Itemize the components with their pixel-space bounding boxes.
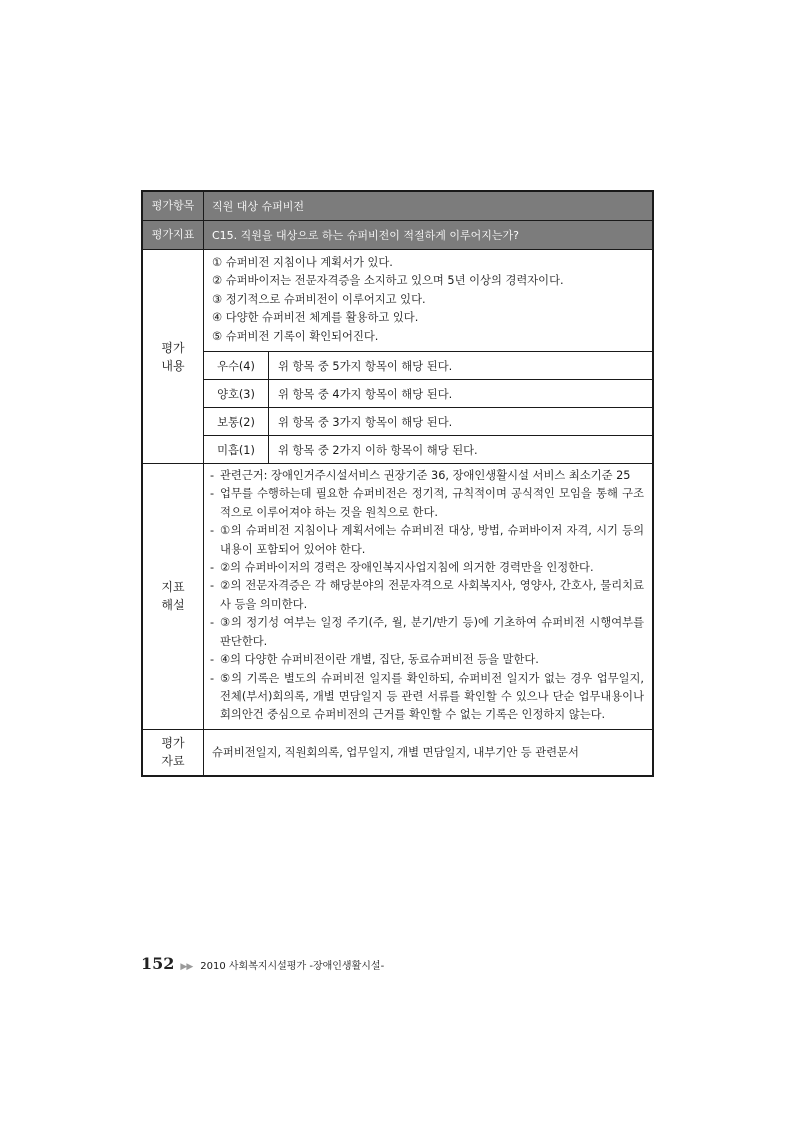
header-row-indicator bbox=[143, 221, 652, 250]
materials-label-text: 평가 자료 bbox=[161, 736, 185, 769]
materials-row bbox=[143, 730, 652, 775]
arrow-icon: ▶▶ bbox=[180, 962, 193, 972]
note-item: - ②의 전문자격증은 각 해당분야의 전문자격으로 사회복지사, 영양사, 간호사, 물리치료사 등을 의미한다. bbox=[210, 577, 644, 614]
content-row bbox=[143, 250, 652, 464]
header-value: 직원 대상 슈퍼비전 bbox=[212, 200, 305, 213]
grade-desc: 위 항목 중 4가지 항목이 해당 된다. bbox=[278, 387, 453, 401]
header-label: 평가항목 bbox=[143, 192, 204, 220]
header-label: 평가지표 bbox=[143, 221, 204, 249]
explanation-label-text: 지표 해설 bbox=[161, 580, 185, 613]
criteria-list bbox=[204, 250, 652, 352]
note-text: ④의 다양한 슈퍼비전이란 개별, 집단, 동료슈퍼비전 등을 말한다. bbox=[220, 653, 539, 667]
note-item: - 관련근거: 장애인거주시설서비스 권장기준 36, 장애인생활시설 서비스 최소기준 25 bbox=[210, 467, 644, 485]
explanation-row bbox=[143, 464, 652, 730]
note-text: 업무를 수행하는데 필요한 슈퍼비전은 정기적, 규칙적이며 공식적인 모임을 통해 구조적으로 이루어져야 하는 것을 원칙으로 한다. bbox=[220, 487, 644, 519]
note-text: ③의 정기성 여부는 일정 주기(주, 월, 분기/반기 등)에 기초하여 슈퍼비전 시행여부를 판단한다. bbox=[220, 616, 644, 648]
criteria-item: ⑤ 슈퍼비전 기록이 확인되어진다. bbox=[212, 329, 379, 343]
content-label-text: 평가 내용 bbox=[161, 340, 185, 373]
note-item: - ④의 다양한 슈퍼비전이란 개별, 집단, 동료슈퍼비전 등을 말한다. bbox=[210, 651, 644, 669]
criteria-item: ② 슈퍼바이저는 전문자격증을 소지하고 있으며 5년 이상의 경력자이다. bbox=[212, 274, 564, 288]
header-value: C15. 직원을 대상으로 하는 슈퍼비전이 적절하게 이루어지는가? bbox=[212, 229, 520, 242]
note-text: ⑤의 기록은 별도의 슈퍼비전 일지를 확인하되, 슈퍼비전 일지가 없는 경우 업무일지, 전체(부서)회의록, 개별 면담일지 등 관련 서류를 확인할 수 있으나 단순 업무내용이나 회의안건 중심으로 슈퍼비전의 근거를 확인할 수 없는 기록은 인정하지 않는다. bbox=[220, 671, 644, 722]
grade-row bbox=[204, 352, 652, 380]
grade-name: 양호(3) bbox=[204, 380, 269, 407]
materials-label bbox=[143, 730, 204, 775]
grade-row bbox=[204, 436, 652, 463]
grade-name: 보통(2) bbox=[204, 408, 269, 435]
grade-desc: 위 항목 중 3가지 항목이 해당 된다. bbox=[278, 415, 453, 429]
explanation-label bbox=[143, 464, 204, 729]
note-text: ②의 슈퍼바이저의 경력은 장애인복지사업지침에 의거한 경력만을 인정한다. bbox=[220, 561, 594, 575]
content-cell bbox=[204, 250, 652, 463]
note-item: - ⑤의 기록은 별도의 슈퍼비전 일지를 확인하되, 슈퍼비전 일지가 없는 경우 업무일지, 전체(부서)회의록, 개별 면담일지 등 관련 서류를 확인할 수 있으나 단순 업무내용이나 회의안건 중심으로 슈퍼비전의 근거를 확인할 수 없는 기록은 인정하지 않는다. bbox=[210, 670, 644, 725]
evaluation-table bbox=[141, 190, 654, 777]
note-item: - ③의 정기성 여부는 일정 주기(주, 월, 분기/반기 등)에 기초하여 슈퍼비전 시행여부를 판단한다. bbox=[210, 614, 644, 651]
page-footer bbox=[141, 954, 384, 973]
grade-row bbox=[204, 380, 652, 408]
grade-name: 우수(4) bbox=[204, 352, 269, 379]
criteria-item: ① 슈퍼비전 지침이나 계획서가 있다. bbox=[212, 256, 393, 269]
note-item: - ②의 슈퍼바이저의 경력은 장애인복지사업지침에 의거한 경력만을 인정한다. bbox=[210, 559, 644, 577]
note-item: - 업무를 수행하는데 필요한 슈퍼비전은 정기적, 규칙적이며 공식적인 모임을 통해 구조적으로 이루어져야 하는 것을 원칙으로 한다. bbox=[210, 485, 644, 522]
header-row-item bbox=[143, 192, 652, 221]
grade-desc: 위 항목 중 2가지 이하 항목이 해당 된다. bbox=[278, 443, 478, 457]
grade-name: 미흡(1) bbox=[204, 436, 269, 463]
note-text: 관련근거: 장애인거주시설서비스 권장기준 36, 장애인생활시설 서비스 최소기준 25 bbox=[220, 469, 631, 483]
materials-value: 슈퍼비전일지, 직원회의록, 업무일지, 개별 면담일지, 내부기안 등 관련문서 bbox=[212, 746, 579, 760]
explanation-notes bbox=[204, 464, 652, 729]
footer-title: 2010 사회복지시설평가 -장애인생활시설- bbox=[200, 961, 385, 972]
page-number: 152 bbox=[141, 954, 175, 973]
note-text: ②의 전문자격증은 각 해당분야의 전문자격으로 사회복지사, 영양사, 간호사, 물리치료사 등을 의미한다. bbox=[220, 579, 644, 611]
content-label bbox=[143, 250, 204, 463]
note-text: ①의 슈퍼비전 지침이나 계획서에는 슈퍼비전 대상, 방법, 슈퍼바이저 자격, 시기 등의 내용이 포함되어 있어야 한다. bbox=[220, 524, 644, 556]
note-item: - ①의 슈퍼비전 지침이나 계획서에는 슈퍼비전 대상, 방법, 슈퍼바이저 자격, 시기 등의 내용이 포함되어 있어야 한다. bbox=[210, 522, 644, 559]
grade-row bbox=[204, 408, 652, 436]
criteria-item: ④ 다양한 슈퍼비전 체계를 활용하고 있다. bbox=[212, 311, 419, 325]
grade-desc: 위 항목 중 5가지 항목이 해당 된다. bbox=[278, 359, 453, 373]
criteria-item: ③ 정기적으로 슈퍼비전이 이루어지고 있다. bbox=[212, 292, 426, 306]
